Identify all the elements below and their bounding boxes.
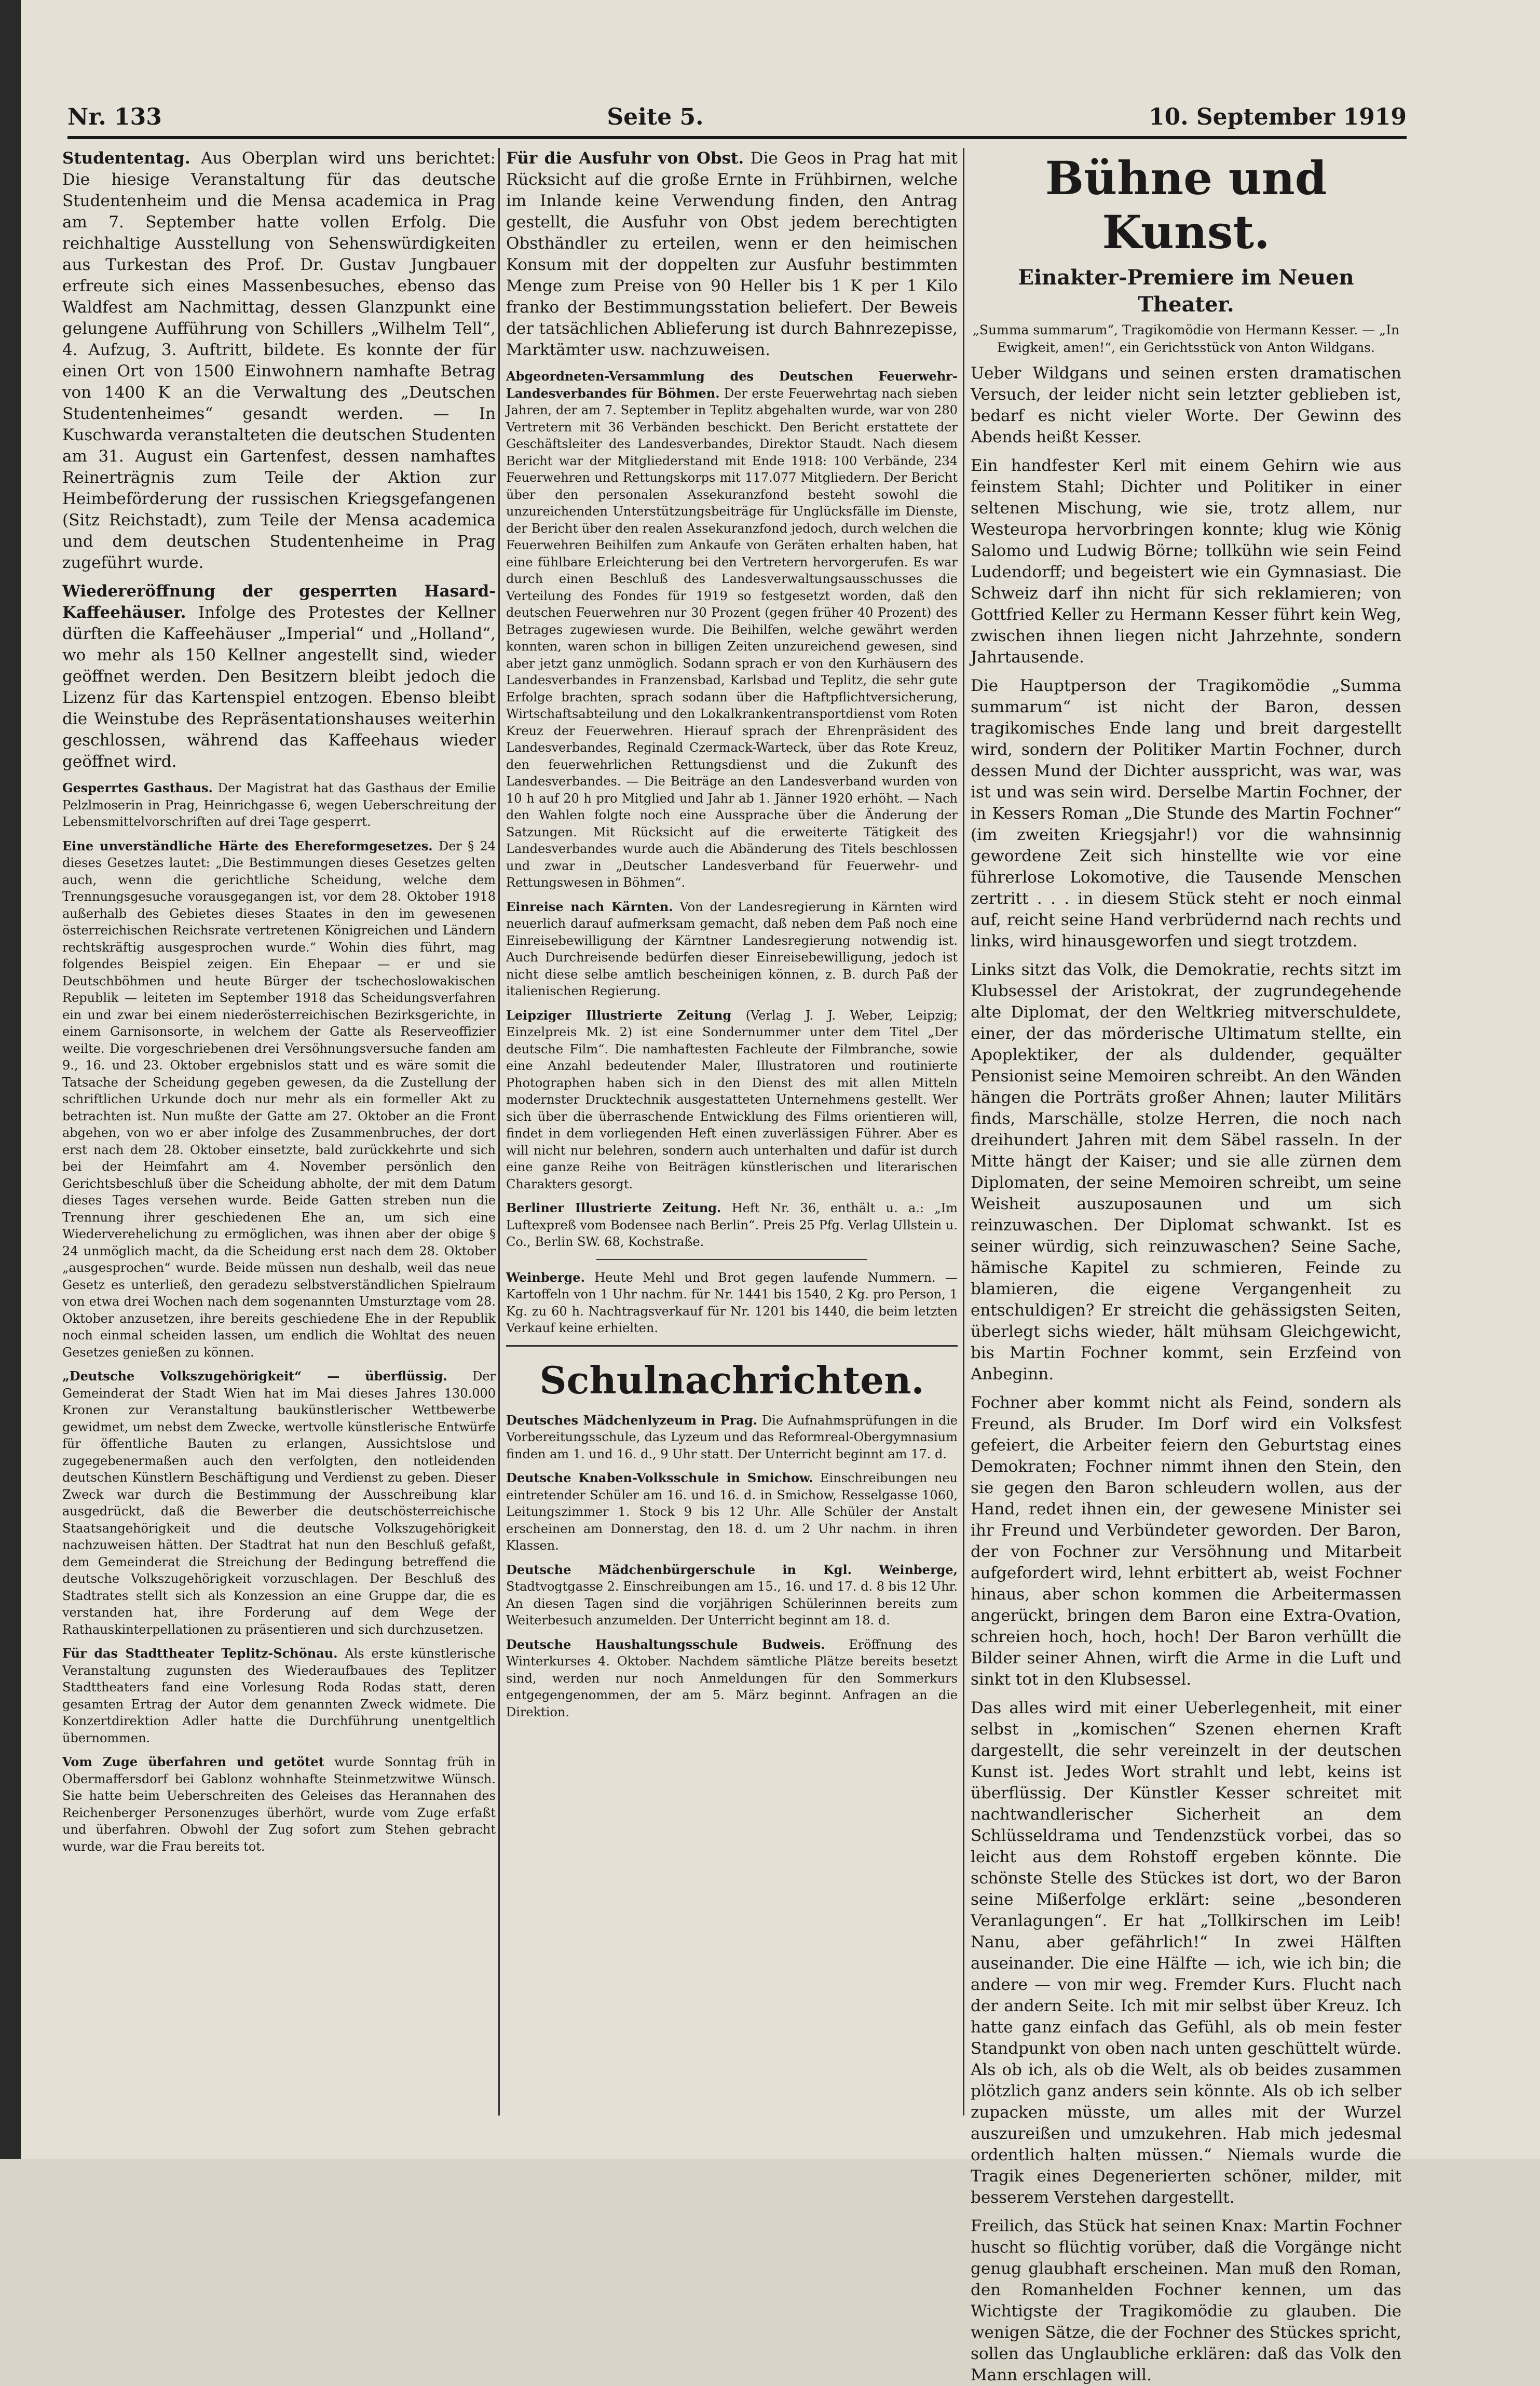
paragraph: Links sitzt das Volk, die Demokratie, rechts sitzt im Klubsessel der Aristokrat, der zugrundegehende alte Diplomat, der den Weltkrieg mitverschuldete, einer, der das mörderische Ultimatum stellte, ein Apoplektiker, der als duldender, gequälter Pensionist seine Memoiren schreibt. An den Wänden hängen die Porträts großer Ahnen; lauter Militärs finds, Marschälle, stolze Herren, die noch nach dreihundert Jahren mit dem Säbel rasseln. In der Mitte hängt der Kaiser; und sie alle zürnen dem Diplomaten, der seine Memoiren schreibt, um seine Weisheit auszuposaunen und um sich reinzuwaschen. Der Diplomat schwankt. Ist es seiner würdig, sich reinzuwaschen? Seine Sache, hämische Kapitel zu schmieren, Feinde zu blamieren, die eigene Vergangenheit zu entschuldigen? Er streicht die gehässigsten Seiten, überlegt sichs wieder, hält mühsam Gleichgewicht, bis Martin Fochner kommt, sein Erzfeind von Anbeginn. <box>971 960 1401 1384</box>
article: Für das Stadttheater Teplitz-Schönau. Als erste künstlerische Veranstaltung zugunsten des Wiederaufbaues des Teplitzer Stadttheaters fand eine Vorlesung Roda Rodas statt, deren gesamten Ertrag der Autor dem genannten Zweck widmete. Die Konzertdirektion Adler hatte die Durchführung unentgeltlich übernommen. <box>62 1646 496 1745</box>
section-heading: Schulnachrichten. <box>539 1358 924 1402</box>
section-heading: Bühne und Kunst. <box>1045 151 1327 259</box>
article: Berliner Illustrierte Zeitung. Heft Nr. 36, enthält u. a.: „Im Luftexpreß vom Bodensee nach Berlin“. Preis 25 Pfg. Verlag Ullstein u. Co., Berlin SW. 68, Kochstraße. <box>506 1200 958 1249</box>
page-number: Seite 5. <box>607 103 704 130</box>
column-divider <box>963 148 964 2116</box>
section-divider <box>506 1345 958 1347</box>
article-subheading: „Summa summarum“, Tragikomödie von Hermann Kesser. — „In Ewigkeit, amen!“, ein Gerichtsstück von Anton Wildgans. <box>972 322 1400 355</box>
paragraph: Fochner aber kommt nicht als Feind, sondern als Freund, als Bruder. Im Dorf wird ein Volksfest gefeiert, die Arbeiter feiern den Geburtstag eines Demokraten; Fochner nimmt ihnen den Stein, den sie gegen den Baron schleudern wollen, aus der Hand, redet ihnen ein, der gewesene Minister sei ihr Freund und Verbündeter geworden. Der Baron, der von Fochner zur Versöhnung und Mitarbeit aufgefordert wird, lehnt erbittert ab, weist Fochner hinaus, aber schon kommen die Arbeitermassen angerückt, bringen dem Baron eine Extra-Ovation, schreien hoch, hoch, hoch! Der Baron verhüllt die Bilder seiner Ahnen, wirft die Arme in die Luft und sinkt tot in den Klubsessel. <box>971 1393 1401 1689</box>
article: Deutsche Haushaltungsschule Budweis. Eröffnung des Winterkurses 4. Oktober. Nachdem sämtliche Plätze bereits besetzt sind, werden nur noch Anmeldungen für den Sommerkurs entgegengenommen, der am 5. März beginnt. Anfragen an die Direktion. <box>506 1636 958 1719</box>
issue-date: 10. September 1919 <box>1149 103 1407 130</box>
page-header <box>67 99 1407 135</box>
article: Für die Ausfuhr von Obst. Die Geos in Prag hat mit Rücksicht auf die große Ernte in Frühbirnen, welche im Inlande keine Verwendung finden, den Antrag gestellt, die Ausfuhr von Obst jedem berechtigten Obsthändler zu erteilen, wenn er den heimischen Konsum mit der doppelten zur Ausfuhr bestimmten Menge zum Preise von 90 Heller bis 1 K per 1 Kilo franko der Bestimmungsstation beliefert. Der Beweis der tatsächlichen Ablieferung ist durch Bahnrezepisse, Marktämter usw. nachzuweisen. <box>506 149 958 359</box>
article: Deutsche Knaben-Volksschule in Smichow. Einschreibungen neu eintretender Schüler am 16. und 16. d. in Smichow, Resselgasse 1060, Leitungszimmer 1. Stock 9 bis 12 Uhr. Alle Schüler der Anstalt erscheinen am Donnerstag, den 18. d. um 2 Uhr nachm. in ihren Klassen. <box>506 1470 958 1553</box>
article: Eine unverständliche Härte des Ehereformgesetzes. Der § 24 dieses Gesetzes lautet: „Die Bestimmungen dieses Gesetzes gelten auch, wenn die gerichtliche Scheidung, welche dem Trennungsgesuche vorausgegangen ist, vor dem 28. Oktober 1918 außerhalb des Gebietes dieses Staates in den im gewesenen österreichischen Reichsrate vertretenen Königreichen und Ländern rechtskräftig ausgesprochen wurde.“ Wohin dies führt, mag folgendes Beispiel zeigen. Ein Ehepaar — er und sie Deutschböhmen und heute Bürger der tschechoslowakischen Republik — leiteten im September 1918 das Scheidungsverfahren ein und zwar bei einem niederösterreichischen Bezirksgerichte, in einem Garnisonsorte, in welchem der Gatte als Reserveoffizier weilte. Die vorgeschriebenen drei Versöhnungsversuche fanden am 9., 16. und 23. Oktober ergebnislos statt und es wäre somit die Tatsache der Scheidung gegeben gewesen, da die Zustellung der schriftlichen Urkunde doch nur mehr als ein formeller Akt zu betrachten ist. Nun mußte der Gatte am 27. Oktober an die Front abgehen, von wo er aber infolge des Zusammenbruches, der dort erst nach dem 28. Oktober einsetzte, bald zurückkehrte und sich bei der Heimfahrt am 4. November persönlich den Gerichtsbeschluß über die Scheidung abholte, der mit dem Datum dieses Tages versehen wurde. Beide Gatten streben nun die Trennung ihrer geschiedenen Ehe an, um sich eine Wiederverehelichung zu ermöglichen, was ihnen aber der obige § 24 unmöglich macht, da die Scheidung erst nach dem 28. Oktober „ausgesprochen“ wurde. Beide müssen nun deshalb, weil das neue Gesetz es unterließ, den geradezu selbstverständlichen Spielraum von etwa drei Wochen nach dem sogenannten Umsturztage vom 28. Oktober anzusetzen, ihre bereits geschiedene Ehe in der Republik noch einmal scheiden lassen, um endlich die Wohltat des neuen Gesetzes genießen zu können. <box>62 838 496 1360</box>
paragraph: Freilich, das Stück hat seinen Knax: Martin Fochner huscht so flüchtig vorüber, daß die Vorgänge nicht genug glaubhaft erscheinen. Man muß den Roman, den Romanhelden Fochner kennen, um das Wichtigste der Tragikomödie zu glauben. Die wenigen Sätze, die der Fochner des Stückes spricht, sollen das Unglaubliche erklären: daß das Volk den Mann erschlagen will. <box>971 2217 1401 2384</box>
paragraph: Ein handfester Kerl mit einem Gehirn wie aus feinstem Stahl; Dichter und Politiker in einer seltenen Mischung, wie sie, trotz allem, nur Westeuropa hervorbringen konnte; klug wie König Salomo und Ludwig Börne; tollkühn wie sein Feind Ludendorff; und begeistert wie ein Gymnasiast. Die Schweiz darf ihn nicht für sich reklamieren; von Gottfried Keller zu Hermann Kesser führt kein Weg, zwischen ihnen liegen nicht Jahrzehnte, sondern Jahrtausende. <box>971 456 1401 667</box>
column-1 <box>62 148 496 2116</box>
column-3 <box>971 148 1401 2384</box>
article: Deutsches Mädchenlyzeum in Prag. Die Aufnahmsprüfungen in die Vorbereitungsschule, das Lyzeum und das Reformreal-Obergymnasium finden am 1. und 16. d., 9 Uhr statt. Der Unterricht beginnt am 17. d. <box>506 1412 958 1461</box>
issue-number: Nr. 133 <box>67 103 162 130</box>
article: Studententag. Aus Oberplan wird uns berichtet: Die hiesige Veranstaltung für das deutsche Studentenheim und die Mensa academica in Prag am 7. September hatte vollen Erfolg. Die reichhaltige Ausstellung von Sehenswürdigkeiten aus Turkestan des Prof. Dr. Gustav Jungbauer erfreute sich eines Massenbesuches, ebenso das Waldfest am Nachmittag, dessen Glanzpunkt eine gelungene Aufführung von Schillers „Wilhelm Tell“, 4. Aufzug, 3. Auftritt, bildete. Es konnte der für einen Ort von 1500 Einwohnern namhafte Betrag von 1400 K an die Verwaltung des „Deutschen Studentenheimes“ gesandt werden. — In Kuschwarda veranstalteten die deutschen Studenten am 31. August ein Gartenfest, dessen namhaftes Reinerträgnis zum Teile der Aktion zur Heimbeförderung der russischen Kriegsgefangenen (Sitz Reichstadt), zum Teile der Mensa academica und dem deutschen Studentenheime in Prag zugeführt wurde. <box>62 149 496 572</box>
article: Leipziger Illustrierte Zeitung (Verlag J. J. Weber, Leipzig; Einzelpreis Mk. 2) ist eine Sondernummer unter dem Titel „Der deutsche Film“. Die namhaftesten Fachleute der Filmbranche, sowie eine Anzahl bedeutender Maler, Illustratoren und routinierte Photographen haben sich in den Dienst des mit allen Mitteln modernster Drucktechnik ausgestatteten Unternehmens gestellt. Wer sich über die überraschende Entwicklung des Films orientieren will, findet in dem vorliegenden Heft einen zuverlässigen Führer. Aber es will nicht nur belehren, sondern auch unterhalten und dafür ist durch eine ganze Reihe von Beiträgen künstlerischen und literarischen Charakters gesorgt. <box>506 1007 958 1191</box>
article: Einreise nach Kärnten. Von der Landesregierung in Kärnten wird neuerlich darauf aufmerksam gemacht, daß neben dem Paß noch eine Einreisebewilligung der Kärntner Landesregierung notwendig ist. Auch Durchreisende bedürfen dieser Einreisebewilligung, jedoch ist nicht diese selbe amtlich bescheinigen können, z. B. durch Paß der italienischen Regierung. <box>506 899 958 998</box>
scan-edge <box>0 0 21 2159</box>
article: Deutsche Mädchenbürgerschule in Kgl. Weinberge, Stadtvogtgasse 2. Einschreibungen am 15., 16. und 17. d. 8 bis 12 Uhr. An diesen Tagen sind die vorjährigen Schülerinnen bereits zum Weiterbesuch anzumelden. Der Unterricht beginnt am 18. d. <box>506 1562 958 1628</box>
article: Abgeordneten-Versammlung des Deutschen Feuerwehr-Landesverbandes für Böhmen. Der erste Feuerwehrtag nach sieben Jahren, der am 7. September in Teplitz abgehalten wurde, war von 280 Vertretern mit 36 Verbänden beschickt. Den Bericht erstattete der Geschäftsleiter des Landesverbandes, Direktor Staudt. Nach diesem Bericht war der Mitgliederstand mit Ende 1918: 100 Verbände, 234 Feuerwehren und Rettungskorps mit 117.077 Mitgliedern. Der Bericht über den personalen Assekuranzfond besteht sowohl die unzureichenden Unterstützungsbeiträge für Unglücksfälle im Dienste, der Bericht über den realen Assekuranzfond jedoch, durch welchen die Feuerwehren Beihilfen zum Ankaufe von Geräten erhalten haben, hat eine fühlbare Erleichterung bei den Vertretern hervorgerufen. Es war durch einen Beschluß des Landesverwaltungsausschusses die Verteilung des Fondes für 1919 so festgesetzt worden, daß den deutschen Feuerwehren nur 30 Prozent (gegen früher 40 Prozent) des Betrages zugewiesen wurde. Die Beihilfen, welche gewährt werden konnten, waren schon in billigen Zeiten unzureichend gewesen, sind aber jetzt ganz unmöglich. Sodann sprach er von den Kurhäusern des Landesverbandes in Franzensbad, Karlsbad und Teplitz, die sehr gute Erfolge brachten, sprach sodann über die Haftpflichtversicherung, Wirtschaftsabteilung und den Lokalkrankentransportdienst vom Roten Kreuz der Feuerwehren. Hierauf sprach der Ehrenpräsident des Landesverbandes, Reginald Czermack-Warteck, über das Rote Kreuz, den feuerwehrlichen Rettungsdienst und die Zukunft des Landesverbandes. — Die Beiträge an den Landesverband wurden von 10 h auf 20 h pro Mitglied und Jahr ab 1. Jänner 1920 erhöht. — Nach den Wahlen folgte noch eine Aussprache über die Änderung der Satzungen. Mit Rücksicht auf die erweiterte Tätigkeit des Landesverbandes wurde auch die Abänderung des Titels beschlossen und zwar in „Deutscher Landesverband für Feuerwehr- und Rettungswesen in Böhmen“. <box>506 369 958 890</box>
article: „Deutsche Volkszugehörigkeit“ — überflüssig. Der Gemeinderat der Stadt Wien hat im Mai dieses Jahres 130.000 Kronen zur Veranstaltung baukünstlerischer Wettbewerbe gewidmet, um nebst dem Zwecke, wertvolle künstlerische Entwürfe für öffentliche Bauten zu erlangen, Aussichtslose und zugegebenermaßen auch den verfolgten, den notleidenden deutschen Künstlern Beschäftigung und Verdienst zu geben. Dieser Zweck war durch die Bestimmung der Ausschreibung klar ausgedrückt, daß die Bewerber die deutschösterreichische Staatsangehörigkeit und die deutsche Volkszugehörigkeit nachzuweisen hätten. Der Stadtrat hat nun den Beschluß gefaßt, dem Gemeinderat die Streichung der Bedingung betreffend die deutsche Volkszugehörigkeit vorzuschlagen. Der Beschluß des Stadtrates stellt sich als Konzession an eine Gruppe dar, die es verstanden hat, ihre Forderung auf dem Wege der Rathauskinterpellationen zu präsentieren und sich durchzusetzen. <box>62 1368 496 1637</box>
paragraph: Das alles wird mit einer Ueberlegenheit, mit einer selbst in „komischen“ Szenen ehernen Kraft dargestellt, die sehr vereinzelt in der deutschen Kunst ist. Jedes Wort strahlt und lebt, keins ist überflüssig. Der Künstler Kesser schreitet mit nachtwandlerischer Sicherheit an dem Schlüsseldrama und Tendenzstück vorbei, das so leicht aus dem Rohstoff ergeben könnte. Die schönste Stelle des Stückes ist dort, wo der Baron seine Mißerfolge erklärt: seine „besonderen Veranlagungen“. Er hat „Tollkirschen im Leib! Nanu, aber gefährlich!“ In zwei Hälften auseinander. Die eine Hälfte — ich, wie ich bin; die andere — von mir weg. Fremder Kurs. Flucht nach der andern Seite. Ich mit mir selbst über Kreuz. Ich hatte ganz einfach das Gefühl, als ob mein fester Standpunkt von oben nach unten geschüttelt würde. Als ob ich, als ob die Welt, als ob beides zusammen plötzlich ganz anders sein könnte. Als ob ich selber zupacken müsste, um alles mit der Wurzel auszureißen und umzukehren. Hab mich jedesmal ordentlich halten müssen.“ Niemals wurde die Tragik eines Degenerierten schöner, milder, mit besserem Verstehen dargestellt. <box>971 1699 1401 2207</box>
article: Wiedereröffnung der gesperrten Hasard-Kaffeehäuser. Infolge des Protestes der Kellner dürften die Kaffeehäuser „Imperial“ und „Holland“, wo mehr als 150 Kellner angestellt sind, wieder geöffnet werden. Den Besitzern bleibt jedoch die Lizenz für das Kartenspiel entzogen. Ebenso bleibt die Weinstube des Repräsentationshauses weiterhin geschlossen, während das Kaffeehaus wieder geöffnet wird. <box>62 582 496 771</box>
article: Vom Zuge überfahren und getötet wurde Sonntag früh in Obermaffersdorf bei Gablonz wohnhafte Steinmetzwitwe Wünsch. Sie hatte beim Ueberschreiten des Geleises das Herannahen des Reichenberger Personenzuges überhört, wurde vom Zuge erfaßt und überfahren. Obwohl der Zug sofort zum Stehen gebracht wurde, war die Frau bereits tot. <box>62 1754 496 1854</box>
paragraph: Ueber Wildgans und seinen ersten dramatischen Versuch, der leider nicht sein letzter geblieben ist, bedarf es nicht vieler Worte. Der Gewinn des Abends heißt Kesser. <box>971 364 1401 446</box>
column-2 <box>506 148 958 2116</box>
header-rule <box>67 136 1407 139</box>
article: Gesperrtes Gasthaus. Der Magistrat hat das Gasthaus der Emilie Pelzlmoserin in Prag, Heinrichgasse 6, wegen Ueberschreitung der Lebensmittelvorschriften auf drei Tage gesperrt. <box>62 780 496 829</box>
article: Weinberge. Heute Mehl und Brot gegen laufende Nummern. — Kartoffeln von 1 Uhr nachm. für Nr. 1441 bis 1540, 2 Kg. pro Person, 1 Kg. zu 60 h. Nachtragsverkauf für Nr. 1201 bis 1440, die beim letzten Verkauf keine erhielten. <box>506 1269 958 1335</box>
paragraph: Die Hauptperson der Tragikomödie „Summa summarum“ ist nicht der Baron, dessen tragikomisches Ende lang und breit dargestellt wird, sondern der Politiker Martin Fochner, durch dessen Mund der Dichter ausspricht, was war, was ist und was sein wird. Derselbe Martin Fochner, der in Kessers Roman „Die Stunde des Martin Fochner“ (im zweiten Kriegsjahr!) vor die wahnsinnig gewordene Zeit sich hinstellte wie vor eine führerlose Lokomotive, die Tausende Menschen zertritt . . . in diesem Stück steht er noch einmal auf, reicht seine Hand verbrüdernd nach rechts und links, wird hinausgeworfen und siegt trotzdem. <box>971 676 1401 951</box>
article-heading: Einakter-Premiere im Neuen Theater. <box>1018 265 1354 317</box>
column-divider <box>498 148 500 2116</box>
section-divider <box>596 1259 867 1260</box>
